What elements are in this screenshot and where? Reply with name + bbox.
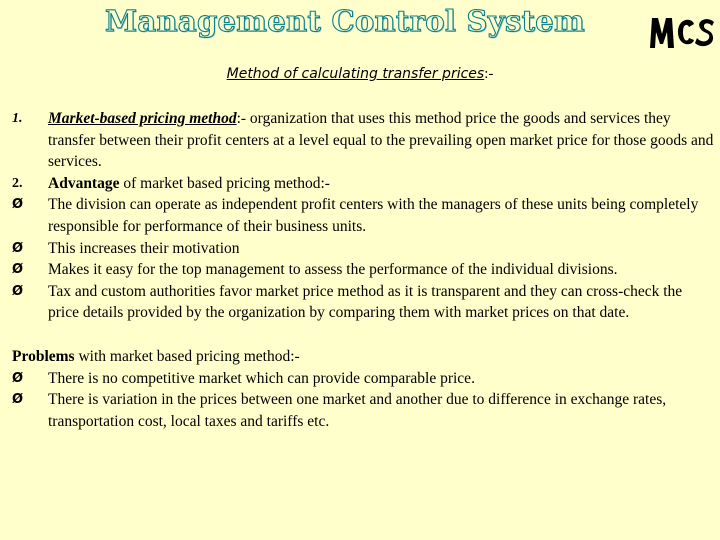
content-body <box>12 108 714 432</box>
problems-text: with market based pricing method:- <box>74 347 300 365</box>
bullet-text: This increases their motivation <box>48 239 240 257</box>
item-text: of market based pricing method:- <box>119 174 330 192</box>
arrow-bullet-icon: Ø <box>12 370 24 386</box>
item-text: :- organization that uses this method price the goods and services they transfer between their profit centers at a level equal to the prevailing open market price for those goods and services. <box>48 110 714 171</box>
arrow-bullet-icon: Ø <box>12 262 24 278</box>
subtitle-suffix: :- <box>484 66 494 82</box>
list-item <box>12 281 714 324</box>
list-item <box>12 108 714 173</box>
list-item <box>12 259 714 281</box>
bullet-text: There is variation in the prices between one market and another due to difference in exchange rates, transportation cost, local taxes and tariffs etc. <box>48 391 667 430</box>
mcs-logo <box>648 12 716 50</box>
item-lead: Advantage <box>48 174 120 192</box>
bullet-text: The division can operate as independent profit centers with the managers of these units being completely responsible for performance of their business units. <box>48 196 699 235</box>
list-item <box>12 194 714 237</box>
subtitle <box>0 66 720 83</box>
bullet-text: There is no competitive market which can provide comparable price. <box>48 369 475 387</box>
list-item <box>12 389 714 432</box>
list-item <box>12 238 714 260</box>
problems-lead: Problems <box>12 347 75 365</box>
arrow-bullet-icon: Ø <box>12 240 24 256</box>
list-item <box>12 368 714 390</box>
arrow-bullet-icon: Ø <box>12 283 24 299</box>
subtitle-main: Method of calculating transfer prices <box>226 66 485 82</box>
item-number: 1. <box>12 111 23 126</box>
item-number: 2. <box>12 175 23 191</box>
page-title: Management Control System <box>105 4 585 38</box>
list-item <box>12 173 714 195</box>
item-lead: Market-based pricing method <box>48 110 237 127</box>
arrow-bullet-icon: Ø <box>12 197 24 213</box>
arrow-bullet-icon: Ø <box>12 392 24 408</box>
bullet-text: Makes it easy for the top management to assess the performance of the individual divisions. <box>48 261 618 279</box>
bullet-text: Tax and custom authorities favor market price method as it is transparent and they can cross-check the price details provided by the organization by comparing them with market prices on that date. <box>48 282 683 322</box>
problems-heading <box>12 346 714 368</box>
